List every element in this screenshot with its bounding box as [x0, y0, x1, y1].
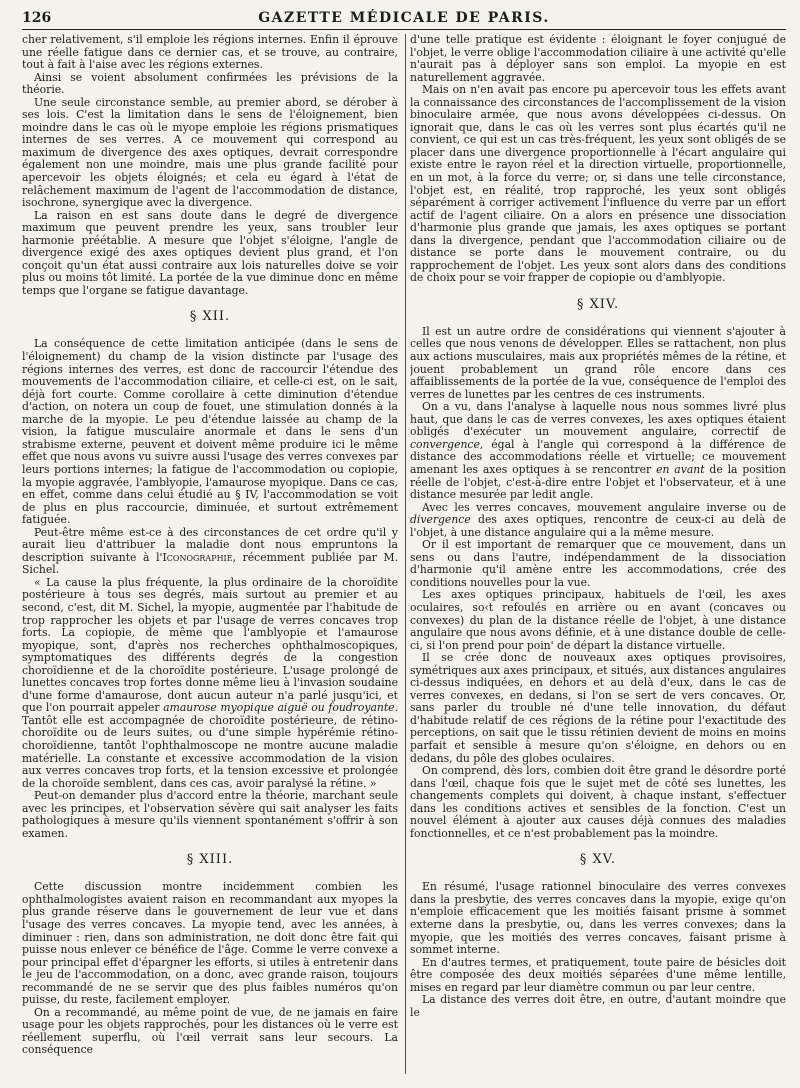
italic-term: divergence	[410, 513, 471, 527]
paragraph: Peut-on demander plus d'accord entre la théorie, marchant seule avec les principes, et l'observation sévère qui sait analyser les faits pathologiques à mesure qu'ils viennent spontanément s'offrir à son examen.	[22, 789, 398, 840]
text-run: « La cause la plus fréquente, la plus ordinaire de la choroïdite postérieure à tous ses degrés, mais surtout au premier et au second, c'est, dit M. Sichel, la myopie, augmentée par l'habitude de trop rapprocher les objets et par l'usage de verres concaves trop forts. La copiopie, de même que l'amblyopie et l'amaurose myopique, sont, d'après nos recherches ophthalmoscopiques, symptomatiques des différents degrés de la congestion choroïdienne et de la choroïdite postérieure. L'usage prolongé de lunettes concaves trop fortes donne même lieu à l'invasion soudaine d'une forme d'amaurose, dont aucun auteur n'a parlé jusqu'ici, et que l'on pourrait appeler	[22, 575, 398, 715]
paragraph: En résumé, l'usage rationnel binoculaire des verres convexes dans la presbytie, des verres concaves dans la myopie, exige qu'on n'emploie efficacement que les moitiés faisant prisme à sommet externe dans la presbytie, ou, dans les verres convexes; dans la myopie, que les moitiés des verres concaves, faisant prisme à sommet interne.	[410, 880, 786, 957]
paragraph	[22, 527, 398, 577]
text-run: de la position réelle de l'objet, c'est-à-dire entre l'objet et l'observateur, et à une distance mesurée par ledit angle.	[410, 462, 786, 502]
paragraph: Or il est important de remarquer que ce mouvement, dans un sens ou dans l'autre, indépendamment de la dissociation d'harmonie qu'il amène entre les accommodations, crée des conditions nouvelles pour la vue.	[410, 538, 786, 589]
journal-title: GAZETTE MÉDICALE DE PARIS.	[258, 10, 550, 26]
paragraph: Cette discussion montre incidemment combien les ophthalmologistes avaient raison en recommandant aux myopes la plus grande réserve dans le gouvernement de leur vue et dans l'usage des verres concaves. La myopie tend, avec les années, à diminuer : rien, dans son administration, ne doit donc être fait qui puisse nous enlever ce bénéfice de l'âge. Comme le verre convexe a pour principal effet d'épargner les efforts, si utiles à entretenir dans le jeu de l'accommodation, on a donc, avec grande raison, toujours recommandé de ne se servir que des plus faibles numéros qu'on puisse, du reste, facilement employer.	[22, 880, 398, 1007]
paragraph: On a recommandé, au même point de vue, de ne jamais en faire usage pour les objets rapprochés, pour les distances où le verre est réellement superflu, où l'œil verrait sans leur secours. La conséquence	[22, 1005, 398, 1057]
paragraph: Ainsi se voient absolument confirmées les prévisions de la théorie.	[22, 70, 398, 97]
italic-term: en avant	[656, 462, 705, 476]
paragraph: Une seule circonstance semble, au premier abord, se dérober à ses lois. C'est la limitation dans le sens de l'éloignement, bien moindre dans le cas où le myope emploie les régions prismatiques internes de ses verres. A ce mouvement qui correspond au maximum de divergence des axes optiques, devrait correspondre également non une moindre, mais une plus grande facilité pour apercevoir les objets éloignés; et cela eu égard à l'état de relâchement maximum de l'agent de l'accommodation de distance, isochrone, synergique avec la divergence.	[22, 95, 398, 210]
paragraph: Il se crée donc de nouveaux axes optiques provisoires, symétriques aux axes principaux, et situés, aux distances angulaires ci-dessus indiquées, en dehors et au delà d'eux, dans le cas de verres convexes, en dedans, si l'on se sert de vers concaves. Or, sans parler du trouble né d'une telle innovation, du défaut d'habitude relatif de ces régions de la rétine pour l'exactitude des perceptions, on sait que le tissu rétinien devient de moins en moins parfait et sensible à mesure qu'on s'éloigne, en dehors ou en dedans, du pôle des globes oculaires.	[410, 651, 786, 765]
paragraph: Les axes optiques principaux, habituels de l'œil, les axes oculaires, so‹t refoulés en arrière ou en avant (concaves ou convexes) du plan de la distance réelle de l'objet, à une distance angulaire que nous avons définie, et à une distance double de celle-ci, si l'on prend pour poin' de départ la distance virtuelle.	[410, 588, 786, 652]
section-heading-14: § XIV.	[576, 296, 620, 312]
text-columns	[22, 34, 786, 1074]
text-run: On a vu, dans l'analyse à laquelle nous nous sommes livré plus haut, que dans le cas de verres convexes, les axes optiques étaient obligés d'exécuter un mouvement angulaire, correctif de	[410, 400, 786, 439]
paragraph: En d'autres termes, et pratiquement, toute paire de bésicles doit être composée des deux moitiés séparées d'une même lentille, mises en regard par leur diamètre commun ou par leur centre.	[410, 955, 786, 994]
italic-term: amaurose myopique aiguë ou foudroyante	[163, 701, 395, 715]
paragraph: Mais on n'en avait pas encore pu apercevoir tous les effets avant la connaissance des circonstances de l'accomplissement de la vision binoculaire armée, que nous avons développées ci-dessus. On ignorait que, dans le cas où les verres sont plus écartés qu'il ne convient, ce qui est un cas très-fréquent, les yeux sont obligés de se placer dans une divergence proportionnelle à l'écart angulaire qui existe entre le rayon réel et la direction virtuelle, proportionnelle, en un mot, à la force du verre; or, si dans une telle circonstance, l'objet est, en réalité, trop rapproché, les yeux sont obligés séparément à corriger activement l'influence du verre par un effort actif de l'agent ciliaire. On a alors en présence une dissociation d'harmonie plus grande que jamais, les axes optiques se portant dans la divergence, pendant que l'accommodation ciliaire ou de distance se porte dans le mouvement contraire, ou du rapprochement de l'objet. Les yeux sont alors dans des conditions de choix pour se voir frapper de copiopie ou d'amblyopie.	[410, 83, 786, 285]
paragraph: La raison en est sans doute dans le degré de divergence maximum que peuvent prendre les yeux, sans troubler leur harmonie préétablie. A mesure que l'objet s'éloigne, l'angle de divergence exigé des axes optiques devient plus grand, et l'on conçoit qu'un état aussi contraire aux lois naturelles doive se voir plus ou moins tôt limité. La portée de la vue diminue donc en même temps que l'organe se fatigue davantage.	[22, 208, 398, 297]
paragraph: La conséquence de cette limitation anticipée (dans le sens de l'éloignement) du champ de la vision distincte par l'usage des régions internes des verres, est donc de raccourcir l'étendue des mouvements de l'accommodation ciliaire, et celle-ci est, on le sait, déjà fort courte. Comme corollaire à cette diminution d'étendue d'action, on notera un coup de fouet, une stimulation donnés à la marche de la myopie. Le peu d'étendue laissée au champ de la vision, la fatigue musculaire anormale et dans le sens d'un strabisme externe, peuvent et doivent même produire ici le même effet que nous avons vu suivre aussi l'usage des verres convexes par leurs portions internes; la fatigue de l'accommodation ou copiopie, la myopie aggravée, l'amblyopie, l'amaurose myopique. Dans ce cas, en effet, comme dans celui étudié au § IV, l'accommodation se voit de plus en plus raccourcie, diminuée, et surtout extrêmement fatiguée.	[22, 337, 398, 527]
text-run: Avec les verres concaves, mouvement angulaire inverse ou de	[422, 500, 786, 514]
paragraph	[410, 401, 786, 501]
text-run: Peut-être même est-ce à des circonstances de cet ordre qu'il y aurait lieu d'attribuer la maladie dont nous empruntons la description suivante à l'	[22, 525, 398, 564]
paragraph: On comprend, dès lors, combien doit être grand le désordre porté dans l'œil, chaque fois que le sujet met de côté ses lunettes, les changements complets qui doivent, à chaque instant, s'effectuer dans les conditions actives et sensibles de la fonction. C'est un nouvel élément à ajouter aux causes déjà connues des maladies fonctionnelles, et ce n'est probablement pas la moindre.	[410, 764, 786, 840]
column-divider	[405, 34, 406, 1074]
section-heading-15: § XV.	[579, 852, 617, 868]
text-run: , égal à l'angle qui correspond à la différence de distance des accommodations réelle et virtuelle; ce mouvement amenant les axes optiques à se rencontrer	[410, 437, 786, 476]
iconographie-title: Iconographie	[162, 550, 233, 564]
right-column	[410, 34, 786, 1074]
sichel-quote	[22, 577, 398, 790]
section-heading-13: § XIII.	[186, 852, 234, 868]
page-number: 126	[22, 10, 52, 26]
left-column	[22, 34, 398, 1074]
paragraph: Il est un autre ordre de considérations qui viennent s'ajouter à celles que nous venons de développer. Elles se rattachent, non plus aux actions musculaires, mais aux propriétés mêmes de la rétine, et jouent probablement un grand rôle encore dans ces affaiblissements de la portée de la vue, conséquence de l'emploi des verres de lunettes par les centres de ces instruments.	[410, 324, 786, 401]
section-heading-12: § XII.	[189, 309, 231, 325]
text-run: des axes optiques, rencontre de ceux-ci au delà de l'objet, à une distance angulaire qui a la même mesure.	[410, 513, 786, 539]
text-run: . Tantôt elle est accompagnée de choroïdite postérieure, de rétino-choroïdite ou de leurs suites, ou d'une simple hypérémie rétino-choroïdienne, tantôt l'ophthalmoscope ne montre aucune maladie matérielle. La constante et excessive accommodation de la vision aux verres concaves trop forts, et la tension excessive et prolongée de la choroïde semblent, dans ces cas, avoir paralysé la rétine. »	[22, 701, 398, 790]
italic-term: convergence	[410, 437, 480, 451]
paragraph: d'une telle pratique est évidente : éloignant le foyer conjugué de l'objet, le verre oblige l'accommodation ciliaire à une activité qu'elle n'aurait pas à déployer sans son emploi. La myopie en est naturellement aggravée.	[410, 34, 786, 84]
paragraph: La distance des verres doit être, en outre, d'autant moindre que le	[410, 993, 786, 1019]
running-header	[22, 10, 786, 30]
paragraph	[410, 502, 786, 540]
text-run: , récemment publiée par M. Sichel.	[22, 550, 398, 577]
paragraph: cher relativement, s'il emploie les régions internes. Enfin il éprouve une réelle fatigue dans ce dernier cas, et se trouve, au contraire, tout à fait à l'aise avec les régions externes.	[22, 34, 398, 72]
